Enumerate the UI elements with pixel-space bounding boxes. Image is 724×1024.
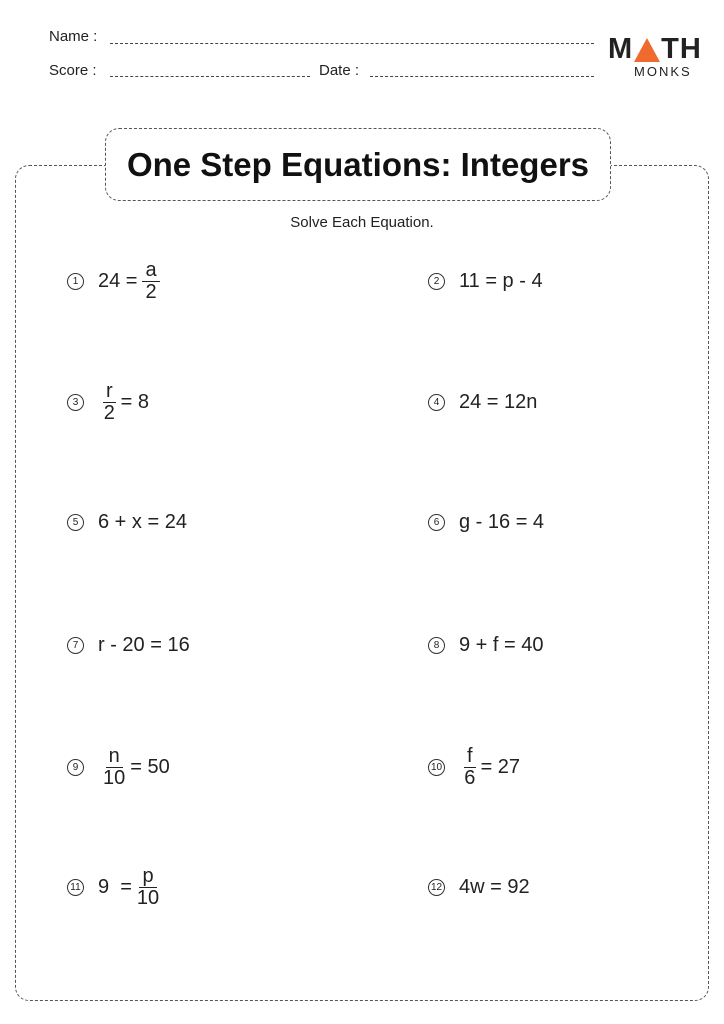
denominator: 2 <box>145 280 157 303</box>
triangle-icon <box>634 38 660 62</box>
problem-7 <box>67 620 190 670</box>
equation-left: 24 = <box>98 269 138 292</box>
problem-2 <box>428 256 543 306</box>
logo-subtext: MONKS <box>634 64 692 79</box>
numerator: a <box>142 260 159 282</box>
problem-8 <box>428 620 544 670</box>
equation-left: g - 16 = 4 <box>459 510 545 533</box>
problem-10 <box>428 742 520 792</box>
equation <box>98 511 187 534</box>
date-field[interactable] <box>370 76 594 77</box>
numerator: f <box>464 746 476 768</box>
problem-number: 8 <box>428 637 445 654</box>
problem-number: 10 <box>428 759 445 776</box>
fraction <box>137 866 159 909</box>
problem-12 <box>428 862 530 912</box>
equation <box>459 270 543 293</box>
fraction <box>142 260 159 303</box>
equation-left: 4w = 92 <box>459 875 530 898</box>
fraction <box>103 746 125 789</box>
math-monks-logo <box>608 33 702 79</box>
problem-4 <box>428 377 537 427</box>
equation <box>98 634 190 657</box>
problem-6 <box>428 497 544 547</box>
instruction: Solve Each Equation. <box>290 214 434 231</box>
denominator: 6 <box>464 766 476 789</box>
date-label: Date : <box>319 62 360 79</box>
problem-1 <box>67 256 165 306</box>
equation-right: = 50 <box>130 755 170 778</box>
equation-right: = 8 <box>120 390 150 413</box>
equation <box>98 746 170 789</box>
problem-number: 5 <box>67 514 84 531</box>
problem-11 <box>67 862 164 912</box>
equation <box>459 511 544 534</box>
problem-number: 3 <box>67 394 84 411</box>
problem-number: 6 <box>428 514 445 531</box>
name-field[interactable] <box>110 43 594 44</box>
problem-number: 11 <box>67 879 84 896</box>
numerator: n <box>106 746 123 768</box>
problem-3 <box>67 377 149 427</box>
equation-right: = 27 <box>480 755 521 778</box>
equation <box>459 391 537 414</box>
problem-number: 9 <box>67 759 84 776</box>
problem-9 <box>67 742 170 792</box>
equation <box>459 634 544 657</box>
denominator: 10 <box>103 766 126 789</box>
equation-left: 6 + x = 24 <box>98 510 187 533</box>
name-label: Name : <box>49 28 98 45</box>
equation <box>98 260 165 303</box>
equation-left: r - 20 = 16 <box>98 633 190 656</box>
equation-left: 24 = 12n <box>459 390 538 413</box>
problem-number: 4 <box>428 394 445 411</box>
logo-text-th: TH <box>661 33 702 65</box>
fraction <box>103 381 116 424</box>
numerator: r <box>103 381 116 403</box>
page-title: One Step Equations: Integers <box>105 128 611 201</box>
problem-number: 1 <box>67 273 84 290</box>
score-field[interactable] <box>110 76 310 77</box>
equation-left: 11 = p - 4 <box>459 269 543 292</box>
equation <box>459 746 520 789</box>
problem-number: 12 <box>428 879 445 896</box>
problem-number: 2 <box>428 273 445 290</box>
equation-left: 9 + f = 40 <box>459 633 544 656</box>
equation-left: 9 = <box>98 875 132 898</box>
score-label: Score : <box>49 62 97 79</box>
fraction <box>464 746 476 789</box>
logo-text-m: M <box>608 33 634 65</box>
numerator: p <box>139 866 156 888</box>
problem-5 <box>67 497 187 547</box>
problem-number: 7 <box>67 637 84 654</box>
equation <box>98 866 164 909</box>
equation <box>98 381 149 424</box>
denominator: 2 <box>103 401 115 424</box>
denominator: 10 <box>136 886 160 909</box>
equation <box>459 876 530 899</box>
